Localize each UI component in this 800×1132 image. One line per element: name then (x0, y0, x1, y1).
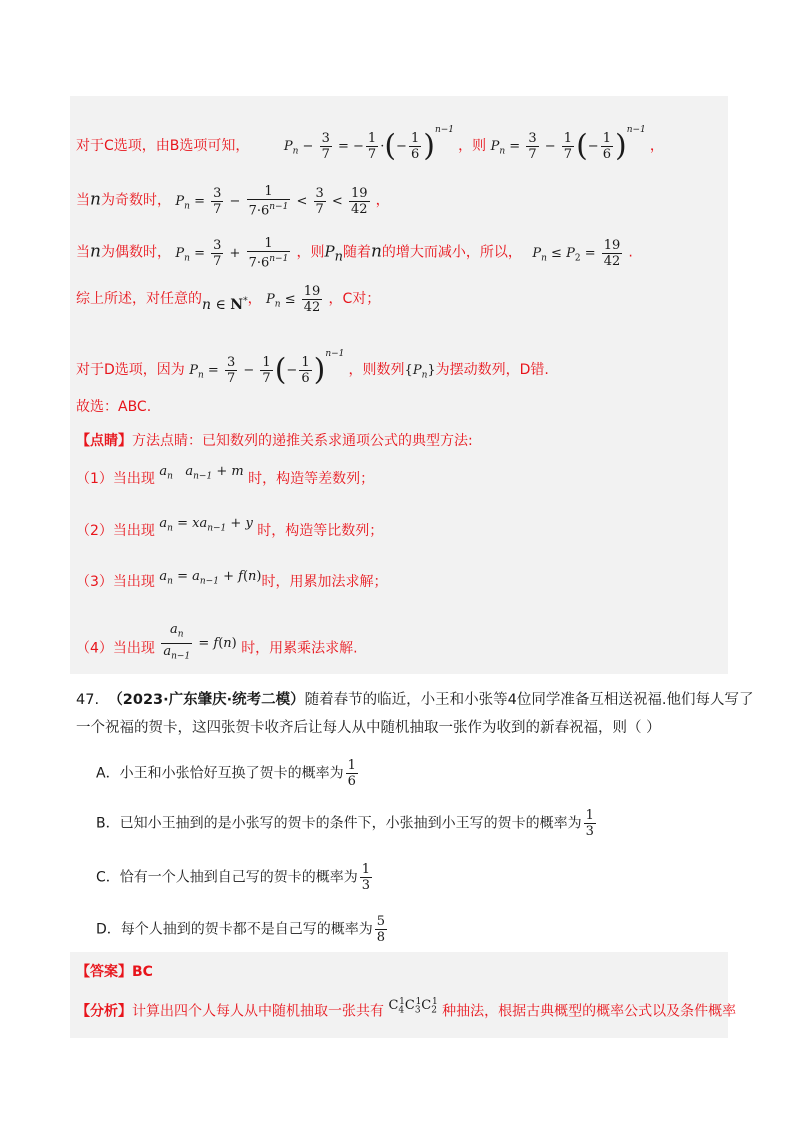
formula-even-bound: $P_n \le P_2$ = $\frac{19}{42}$ (532, 237, 621, 269)
question-line-1: 47. （2023·广东肇庆·统考二模）随着春节的临近，小王和小张等4位同学准备互相送祝福.他们每人写了 (76, 692, 754, 708)
method-3: （3）当出现 $a_n = a_{n-1} + f(n)$时，用累加法求解； (76, 569, 388, 590)
analysis-odd-line: 当n为奇数时， $P_n$ = $\frac{3}{7}$ − $\frac{1}{7\cdot 6^{n-1}}$ < $\frac{3}{7}$ < $\frac{19}{42}$ ， (76, 184, 390, 219)
method-2: （2）当出现 $a_n = xa_{n-1} + y$ 时，构造等比数列； (76, 516, 384, 539)
formula-summary: $P_n$ ≤ $\frac{19}{42}$ (266, 284, 321, 315)
analysis-c-line: 对于C选项，由B选项可知， $P_n$ − $\frac{3}{7}$ = − $\frac{1}{7}$ ·(− $\frac{1}{6}$ )$^{n-1}$ ，则 $P_n$ = $\frac{3}{7}$ − $\frac{1}{7}$ (− $\frac{1}{6}$ )$^{n-1}$ ， (76, 125, 664, 164)
analysis-even-line: 当n为偶数时， $P_n$ = $\frac{3}{7}$ + $\frac{1}{7\cdot 6^{n-1}}$ ，则$P_n$随着n的增大而减小，所以， $P_n \le P_2$ = $\frac{19}{42}$ . (76, 236, 633, 271)
formula-pn-diff: $P_n$ − $\frac{3}{7}$ = − $\frac{1}{7}$ ·(− $\frac{1}{6}$ )$^{n-1}$ (283, 125, 455, 164)
formula-pn: $P_n$ = $\frac{3}{7}$ − $\frac{1}{7}$ (− $\frac{1}{6}$ )$^{n-1}$ (490, 125, 646, 164)
option-d[interactable]: D．每个人抽到的贺卡都不是自己写的概率为 $\frac{5}{8}$ (96, 914, 386, 945)
tip-line: 【点睛】方法点睛：已知数列的递推关系求通项公式的典型方法: (76, 433, 473, 449)
answer-line: 【答案】BC (76, 964, 153, 980)
option-a[interactable]: A．小王和小张恰好互换了贺卡的概率为 $\frac{1}{6}$ (96, 758, 356, 789)
option-c[interactable]: C．恰有一个人抽到自己写的贺卡的概率为 $\frac{1}{3}$ (96, 862, 371, 893)
analysis-summary-line: 综上所述，对任意的n ∈ N*， $P_n$ ≤ $\frac{19}{42}$ ，C对； (76, 284, 381, 315)
formula-even: $P_n$ = $\frac{3}{7}$ + $\frac{1}{7\cdot 6^{n-1}}$ (175, 236, 289, 271)
analysis-choice: 故选：ABC. (76, 399, 152, 415)
method-4: （4）当出现 $\frac{a_n}{a_{n-1}}$ = f(n) 时，用累乘法求解. (76, 622, 358, 662)
formula-odd: $P_n$ = $\frac{3}{7}$ − $\frac{1}{7\cdot 6^{n-1}}$ < $\frac{3}{7}$ < $\frac{19}{42}$ (175, 184, 368, 219)
question-line-2: 一个祝福的贺卡，这四张贺卡收齐后让每人从中随机抽取一张作为收到的新春祝福，则（ ） (76, 720, 661, 736)
method-1: （1）当出现 $a_n$ $a_{n-1} + m$ 时，构造等差数列； (76, 464, 375, 487)
formula-d: $P_n$ = $\frac{3}{7}$ − $\frac{1}{7}$ (− $\frac{1}{6}$ )$^{n-1}$ (189, 349, 345, 388)
answer-analysis-line: 【分析】计算出四个人每人从中随机抽取一张共有 $C_4^1C_3^1C_2^1$ 种抽法，根据古典概型的概率公式以及条件概率 (76, 997, 737, 1020)
option-b[interactable]: B．已知小王抽到的是小张写的贺卡的条件下，小张抽到小王写的贺卡的概率为 $\frac{1}{3}$ (96, 808, 594, 839)
analysis-d-line: 对于D选项，因为 $P_n$ = $\frac{3}{7}$ − $\frac{1}{7}$ (− $\frac{1}{6}$ )$^{n-1}$ ，则数列$\{P_n\}$为摆动数列，D错. (76, 349, 549, 388)
